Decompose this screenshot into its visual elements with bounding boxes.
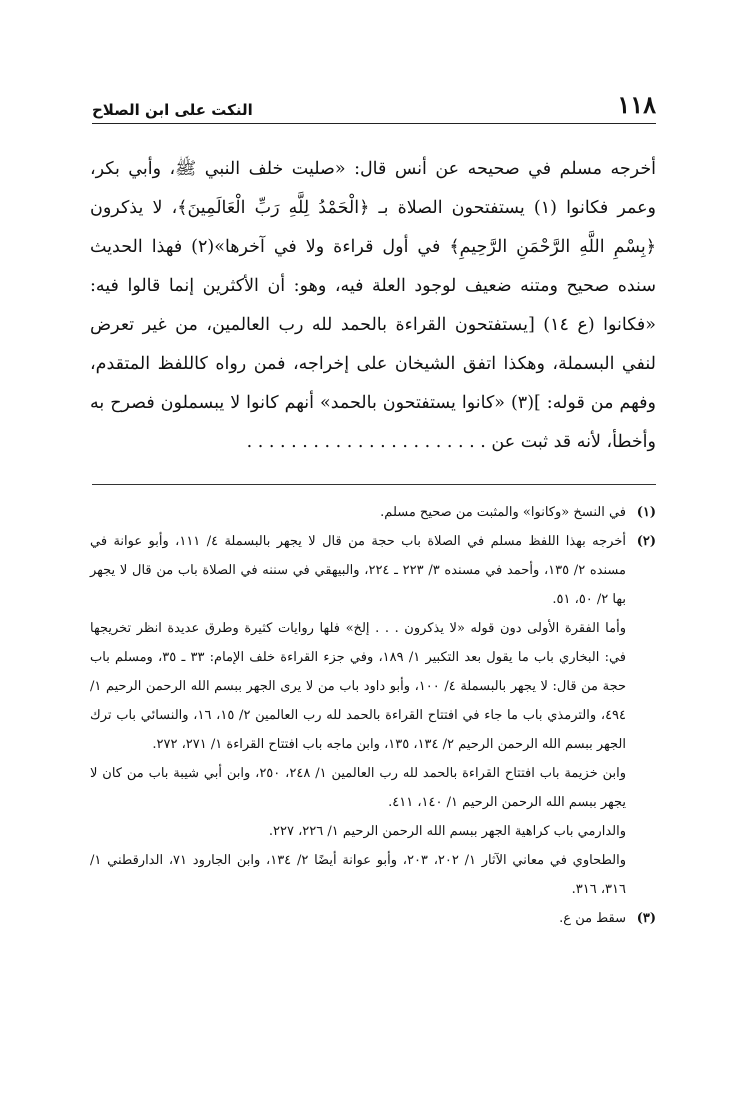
footnote-text: في النسخ «وكانوا» والمثبت من صحيح مسلم.	[380, 505, 626, 520]
footnote-2-continuation-1: وأما الفقرة الأولى دون قوله «لا يذكرون . . . إلخ» فلها روايات كثيرة وطرق عديدة انظر تخريجها في: البخاري باب ما يقول بعد التكبير ١/ ١٨٩، وفي جزء القراءة خلف الإمام: ٣٣ ـ ٣٥، ومسلم باب حجة من قال: لا يجهر بالبسملة ٤/ ١٠٠، وأبو داود باب من لا يرى الجهر ببسم الله الرحمن الرحيم ١/ ٤٩٤، والترمذي باب ما جاء في افتتاح القراءة بالحمد لله رب العالمين ٢/ ١٥، ١٦، والنسائي باب ترك الجهر ببسم الله الرحمن الرحيم ٢/ ١٣٤، ١٣٥، وابن ماجه باب افتتاح القراءة ١/ ٢٧١، ٢٧٢.	[90, 621, 627, 752]
footnote-text: أخرجه بهذا اللفظ مسلم في الصلاة باب حجة من قال لا يجهر بالبسملة ٤/ ١١١، وأبو عوانة في مسنده ٢/ ١٣٥، وأحمد في مسنده ٣/ ٢٢٣ ـ ٢٢٤، والبيهقي في سننه في الصلاة باب من قال لا يجهر بها ٢/ ٥٠، ٥١.	[90, 534, 627, 607]
footnote-2	[90, 527, 656, 614]
footnote-1	[90, 498, 656, 527]
footnote-number: (٢)	[636, 534, 656, 549]
footnote-2-continuation-2: وابن خزيمة باب افتتاح القراءة بالحمد لله رب العالمين ١/ ٢٤٨، ٢٥٠، وابن أبي شيبة باب من كان لا يجهر ببسم الله الرحمن الرحيم ١/ ١٤٠، ٤١١.	[90, 766, 627, 810]
main-text	[90, 150, 656, 462]
running-title: النكت على ابن الصلاح	[92, 101, 253, 119]
main-paragraph-text: أخرجه مسلم في صحيحه عن أنس قال: «صليت خلف النبي ﷺ، وأبي بكر، وعمر فكانوا (١) يستفتحون الصلاة بـ ﴿الْحَمْدُ لِلَّهِ رَبِّ الْعَالَمِينَ﴾، لا يذكرون ﴿بِسْمِ اللَّهِ الرَّحْمَنِ الرَّحِيمِ﴾ في أول قراءة ولا في آخرها»(٢) فهذا الحديث سنده صحيح ومتنه ضعيف لوجود العلة فيه، وهو: أن الأكثرين إنما قالوا فيه: «فكانوا (ع ١٤) [يستفتحون القراءة بالحمد لله رب العالمين، من غير تعرض لنفي البسملة، وهكذا اتفق الشيخان على إخراجه، فمن رواه كاللفظ المتقدم، وفهم من قوله: ](٣) «كانوا يستفتحون بالحمد» أنهم كانوا لا يبسملون فصرح به وأخطأ، لأنه قد ثبت عن	[90, 159, 656, 452]
page-header	[92, 82, 656, 124]
footnote-2-continuation-3: والدارمي باب كراهية الجهر ببسم الله الرحمن الرحيم ١/ ٢٢٦، ٢٢٧.	[268, 824, 626, 839]
footnote-3	[90, 904, 656, 933]
main-paragraph	[90, 150, 656, 462]
ellipsis-dots: . . . . . . . . . . . . . . . . . . . . . .	[246, 432, 486, 452]
footnotes	[90, 498, 656, 933]
footnote-divider	[92, 484, 656, 485]
footnote-number: (٣)	[636, 911, 656, 926]
footnote-text: سقط من ع.	[559, 911, 626, 926]
footnote-number: (١)	[636, 505, 656, 520]
footnote-2-continuation-4: والطحاوي في معاني الآثار ١/ ٢٠٢، ٢٠٣، وأبو عوانة أيضًا ٢/ ١٣٤، وابن الجارود ٧١، الدارقطني ١/ ٣١٦، ٣١٦.	[90, 853, 626, 897]
page-number: ١١٨	[617, 90, 656, 119]
